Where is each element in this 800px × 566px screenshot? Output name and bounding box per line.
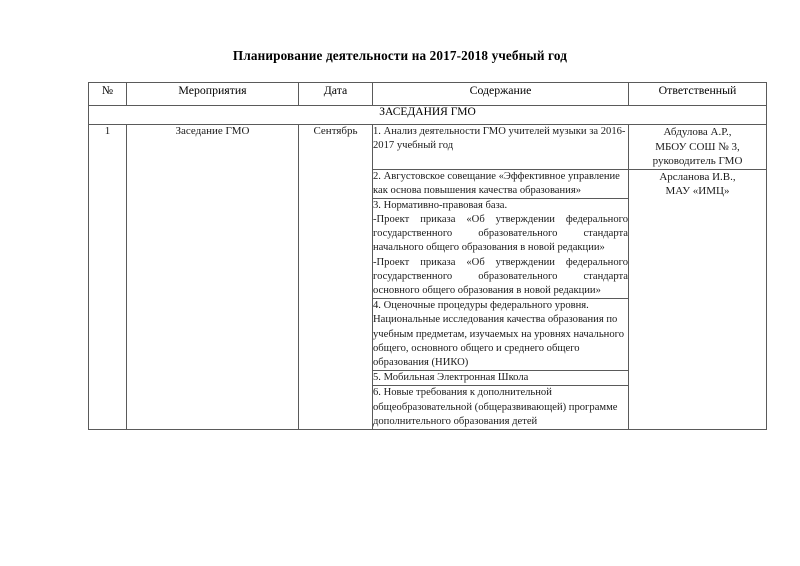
cell-responsible-2 <box>629 169 767 429</box>
column-header-responsible: Ответственный <box>629 83 767 106</box>
cell-content-item-5: 5. Мобильная Электронная Школа <box>373 371 629 386</box>
table-header-row <box>89 83 767 106</box>
cell-content-item-1: 1. Анализ деятельности ГМО учителей музыки за 2016-2017 учебный год <box>373 125 629 170</box>
column-header-event: Мероприятия <box>127 83 299 106</box>
cell-responsible-1 <box>629 125 767 170</box>
cell-row-number: 1 <box>89 125 127 430</box>
cell-content-item-6: 6. Новые требования к дополнительной общеобразовательной (общеразвивающей) программе дополнительного образования детей <box>373 386 629 430</box>
column-header-number: № <box>89 83 127 106</box>
section-title-zasedaniya-gmo: ЗАСЕДАНИЯ ГМО <box>89 106 767 125</box>
page-title: Планирование деятельности на 2017-2018 учебный год <box>232 48 568 63</box>
table-row <box>89 125 767 170</box>
responsible-2-line-1: Арсланова И.В., <box>659 170 736 183</box>
cell-event-name: Заседание ГМО <box>127 125 299 430</box>
cell-content-item-4: 4. Оценочные процедуры федерального уровня. Национальные исследования качества образования по учебным предметам, изучаемых на уровнях начального общего, основного общего и среднего общего образования (НИКО) <box>373 299 629 371</box>
content-item-3-bullet-2: -Проект приказа «Об утверждении федерального государственного образовательного стандарта основного общего образования в новой редакции» <box>373 256 628 297</box>
column-header-content: Содержание <box>373 83 629 106</box>
responsible-1-line-2: МБОУ СОШ № 3, <box>655 140 740 153</box>
column-header-date: Дата <box>299 83 373 106</box>
cell-content-item-3 <box>373 198 629 298</box>
plan-table-container <box>88 82 766 430</box>
content-item-3-bullet-1: -Проект приказа «Об утверждении федерального государственного образовательного стандарта начального общего образования в новой редакции» <box>373 214 628 254</box>
responsible-1-line-3: руководитель ГМО <box>652 155 743 168</box>
cell-content-item-2: 2. Августовское совещание «Эффективное управление как основа повышения качества образования» <box>373 169 629 198</box>
responsible-2-line-2: МАУ «ИМЦ» <box>665 185 730 198</box>
cell-date: Сентябрь <box>299 125 373 430</box>
section-title-row <box>89 106 767 125</box>
planning-table <box>88 82 767 430</box>
responsible-1-line-1: Абдулова А.Р., <box>663 126 732 138</box>
content-item-3-heading: 3. Нормативно-правовая база. <box>373 199 508 211</box>
